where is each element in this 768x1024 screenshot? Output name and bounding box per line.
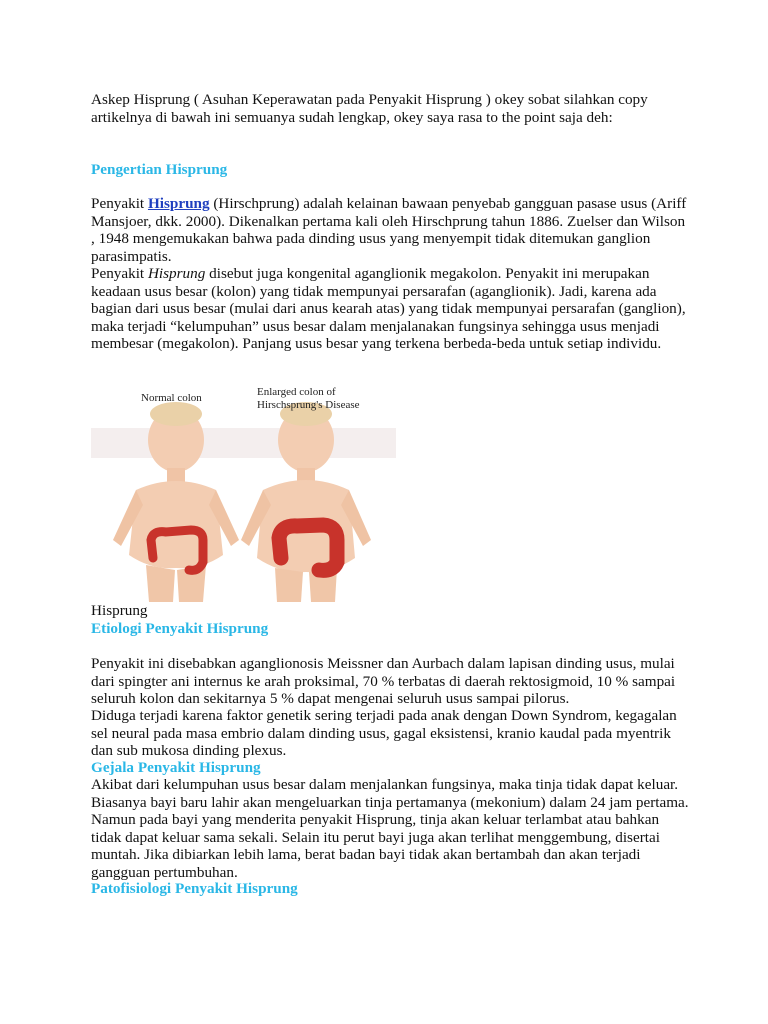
label-enlarged-colon-line2: Hirschsprung's Disease <box>257 399 360 411</box>
pengertian-p1-pre: Penyakit <box>91 195 148 212</box>
figure-caption: Hisprung <box>91 602 148 619</box>
pengertian-p2-post: disebut juga kongenital aganglionik megakolon. Penyakit ini merupakan keadaan usus besar (kolon) yang tidak mempunyai persarafan (aganglionik). Jadi, karena ada bagian dari usus besar (mulai dari anus kearah atas) yang tidak mempunyai persarafan (ganglion), maka terjadi “kelumpuhan” usus besar dalam menjalanakan fungsinya sehingga usus menjadi membesar (megakolon). Panjang usus besar yang terkena berbeda-beda untuk setiap individu. <box>91 265 686 353</box>
heading-patofisiologi: Patofisiologi Penyakit Hisprung <box>91 880 298 897</box>
etiologi-paragraph-2: Diduga terjadi karena faktor genetik sering terjadi pada anak dengan Down Syndrom, kegagalan sel neural pada masa embrio dalam dinding usus, gagal eksistensi, kranio kaudal pada myentrik dan sub mukosa dinding plexus. <box>91 707 677 760</box>
label-normal-colon: Normal colon <box>141 392 202 404</box>
colon-comparison-image <box>91 380 396 602</box>
pengertian-paragraph-1 <box>91 195 691 265</box>
label-enlarged-colon-line1: Enlarged colon of <box>257 386 336 398</box>
heading-etiologi: Etiologi Penyakit Hisprung <box>91 620 269 637</box>
pengertian-paragraph-2 <box>91 265 691 353</box>
heading-pengertian: Pengertian Hisprung <box>91 161 228 178</box>
hisprung-link[interactable]: Hisprung <box>147 195 210 212</box>
pengertian-p2-pre: Penyakit <box>91 265 148 282</box>
etiologi-paragraph-1: Penyakit ini disebabkan aganglionosis Meissner dan Aurbach dalam lapisan dinding usus, mulai dari spingter ani internus ke arah proksimal, 70 % terbatas di daerah rektosigmoid, 10 % sampai seluruh kolon dan sekitarnya 5 % dapat mengenai seluruh usus sampai pilorus. <box>91 655 676 708</box>
pengertian-p2-em: Hisprung <box>147 265 206 282</box>
hirschsprung-illustration <box>91 380 396 602</box>
intro-paragraph: Askep Hisprung ( Asuhan Keperawatan pada Penyakit Hisprung ) okey sobat silahkan copy artikelnya di bawah ini semuanya sudah lengkap, okey saya rasa to the point saja deh: <box>91 91 648 126</box>
gejala-paragraph-1: Akibat dari kelumpuhan usus besar dalam menjalankan fungsinya, maka tinja tidak dapat keluar. Biasanya bayi baru lahir akan mengeluarkan tinja pertamanya (mekonium) dalam 24 jam pertama. Namun pada bayi yang menderita penyakit Hisprung, tinja akan keluar terlambat atau bahkan tidak dapat keluar sama sekali. Selain itu perut bayi juga akan terlihat menggembung, disertai muntah. Jika dibiarkan lebih lama, berat badan bayi tidak akan bertambah dan akan terjadi gangguan pertumbuhan. <box>91 776 689 881</box>
heading-gejala: Gejala Penyakit Hisprung <box>91 759 261 776</box>
pengertian-p1-post: (Hirschprung) adalah kelainan bawaan penyebab gangguan pasase usus (Ariff Mansjoer, dkk. 2000). Dikenalkan pertama kali oleh Hirschprung tahun 1886. Zuelser dan Wilson , 1948 mengemukakan bahwa pada dinding usus yang menyempit tidak ditemukan ganglion parasimpatis. <box>91 195 687 265</box>
